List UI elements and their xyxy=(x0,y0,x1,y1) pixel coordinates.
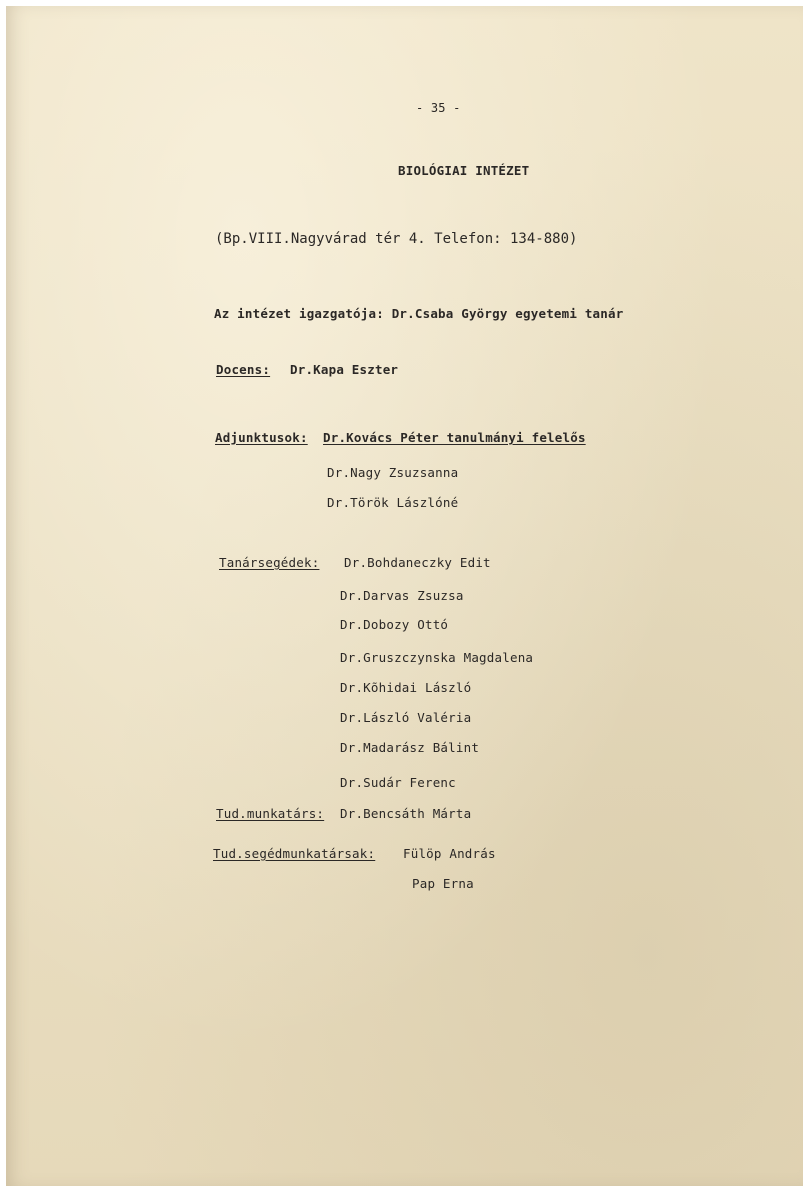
adjunktus-name: Dr.Kovács Péter tanulmányi felelős xyxy=(323,430,586,445)
tud-munkatars-name: Dr.Bencsáth Márta xyxy=(340,806,472,821)
tud-segedmunkatars-name: Fülöp András xyxy=(403,846,496,861)
tanarseged-name: Dr.Bohdaneczky Edit xyxy=(344,555,491,570)
page-title: BIOLÓGIAI INTÉZET xyxy=(398,163,530,178)
address-line: (Bp.VIII.Nagyvárad tér 4. Telefon: 134-880) xyxy=(215,231,578,247)
adjunktusok-label: Adjunktusok: xyxy=(215,430,308,445)
tud-segedmunkatars-name: Pap Erna xyxy=(412,876,474,891)
docens-label: Docens: xyxy=(216,362,271,377)
tanarseged-name: Dr.Darvas Zsuzsa xyxy=(340,588,464,603)
page-number: - 35 - xyxy=(416,101,461,115)
tud-munkatars-label: Tud.munkatárs: xyxy=(216,806,325,821)
adjunktus-name: Dr.Nagy Zsuzsanna xyxy=(327,465,459,480)
tanarsegedek-label: Tanársegédek: xyxy=(219,555,320,570)
director-line: Az intézet igazgatója: Dr.Csaba György egyetemi tanár xyxy=(214,306,624,321)
tanarseged-name: Dr.Dobozy Ottó xyxy=(340,617,449,632)
tud-segedmunkatarsak-label: Tud.segédmunkatársak: xyxy=(213,846,376,861)
tanarseged-name: Dr.Madarász Bálint xyxy=(340,740,480,755)
tanarseged-name: Dr.Sudár Ferenc xyxy=(340,775,456,790)
tanarseged-name: Dr.László Valéria xyxy=(340,710,472,725)
tanarseged-name: Dr.Gruszczynska Magdalena xyxy=(340,650,534,665)
adjunktus-name: Dr.Török Lászlóné xyxy=(327,495,459,510)
tanarseged-name: Dr.Kõhidai László xyxy=(340,680,472,695)
docens-name: Dr.Kapa Eszter xyxy=(290,362,399,377)
